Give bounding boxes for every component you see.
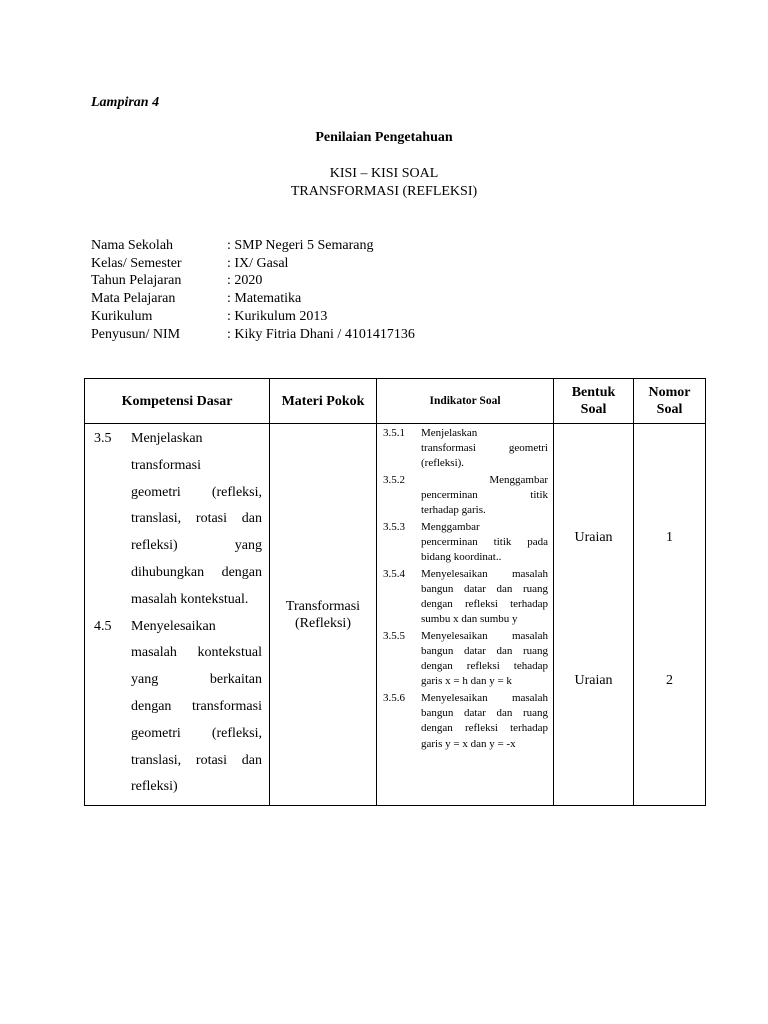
indicator-line: terhadap garis. xyxy=(421,504,486,517)
kd-line: dihubungkan dengan xyxy=(131,564,262,580)
indikator-soal-cell xyxy=(377,424,554,806)
header-nomor-line2: Soal xyxy=(656,402,683,417)
indicator-line: bangun datar dan ruang xyxy=(421,582,548,595)
header-kompetensi-dasar: Kompetensi Dasar xyxy=(85,379,270,424)
indicator-number: 3.5.4 xyxy=(383,567,405,580)
appendix-label: Lampiran 4 xyxy=(91,95,160,110)
indicator-item xyxy=(383,426,548,472)
indicator-text xyxy=(421,473,548,519)
kd-line: translasi, rotasi dan xyxy=(131,511,262,527)
header-bentuk-soal xyxy=(554,379,634,424)
kd-line: Menjelaskan xyxy=(131,431,203,446)
kd-item-3-5 xyxy=(94,426,262,614)
header-nomor-soal xyxy=(634,379,706,424)
header-bentuk-line1: Bentuk xyxy=(571,385,616,400)
kd-number: 3.5 xyxy=(94,431,112,446)
header-nomor-line1: Nomor xyxy=(648,385,691,400)
indicator-text xyxy=(421,426,548,472)
table-header-row xyxy=(85,379,706,424)
info-label: Kelas/ Semester xyxy=(91,255,182,271)
materi-line2: (Refleksi) xyxy=(295,615,351,631)
indicator-text xyxy=(421,691,548,752)
info-row-year xyxy=(91,272,415,290)
indicator-line: bangun datar dan ruang xyxy=(421,707,548,720)
info-label: Mata Pelajaran xyxy=(91,291,176,307)
kisi-kisi-table xyxy=(84,378,706,806)
indicator-number: 3.5.5 xyxy=(383,629,405,642)
indicator-number: 3.5.3 xyxy=(383,520,405,533)
kd-line: masalah kontekstual. xyxy=(131,591,249,607)
kd-line: transformasi xyxy=(131,457,201,473)
header-bentuk-line2: Soal xyxy=(580,402,607,417)
indicator-text xyxy=(421,567,548,628)
indicator-line: garis x = h dan y = k xyxy=(421,675,512,688)
info-value: : IX/ Gasal xyxy=(227,255,289,271)
indicator-line: dengan refleksi terhadap xyxy=(421,598,548,611)
document-topic: TRANSFORMASI (REFLEKSI) xyxy=(290,184,478,199)
indicator-text xyxy=(421,520,548,566)
indicator-item xyxy=(383,473,548,519)
kd-line: refleksi) yang xyxy=(131,538,262,554)
materi-pokok-cell xyxy=(270,424,377,806)
nomor-soal-cell xyxy=(634,424,706,806)
header-indikator-soal: Indikator Soal xyxy=(377,379,554,424)
indicator-line: transformasi geometri xyxy=(421,442,548,455)
indicator-line: bangun datar dan ruang xyxy=(421,645,548,658)
indicator-line: Menggambar xyxy=(421,520,480,533)
indicator-line: (refleksi). xyxy=(421,457,465,470)
kd-line: geometri (refleksi, xyxy=(131,725,262,741)
kd-line: yang berkaitan xyxy=(131,672,262,688)
info-label: Nama Sekolah xyxy=(91,238,174,253)
indicator-number: 3.5.1 xyxy=(383,427,405,439)
kd-text xyxy=(131,614,262,802)
info-row-curriculum xyxy=(91,308,415,326)
indicator-line: garis y = x dan y = -x xyxy=(421,737,516,750)
kd-line: geometri (refleksi, xyxy=(131,484,262,500)
kompetensi-dasar-cell xyxy=(85,424,270,806)
nomor-soal-value: 1 xyxy=(666,530,673,545)
indicator-item xyxy=(383,691,548,752)
indicator-line: Menggambar xyxy=(489,473,548,486)
indicator-text xyxy=(421,629,548,690)
kd-line: translasi, rotasi dan xyxy=(131,752,262,768)
info-label: Tahun Pelajaran xyxy=(91,273,182,289)
kd-line: dengan transformasi xyxy=(131,698,262,714)
indicator-line: bidang koordinat.. xyxy=(421,551,502,564)
indicator-line: Menyelesaikan masalah xyxy=(421,629,548,642)
info-row-class xyxy=(91,255,415,273)
document-heading: Penilaian Pengetahuan xyxy=(315,130,453,145)
indicator-number: 3.5.6 xyxy=(383,691,405,704)
kd-number: 4.5 xyxy=(94,618,112,634)
identity-block xyxy=(91,237,415,343)
indicator-item xyxy=(383,629,548,690)
kd-line: masalah kontekstual xyxy=(131,645,262,661)
indicator-line: Menyelesaikan masalah xyxy=(421,567,548,580)
kd-line: Menyelesaikan xyxy=(131,618,216,634)
indicator-item xyxy=(383,567,548,628)
kd-item-4-5 xyxy=(94,614,262,802)
indicator-line: pencerminan titik xyxy=(421,489,548,502)
indicator-item xyxy=(383,520,548,566)
indicator-line: Menyelesaikan masalah xyxy=(421,691,548,704)
bentuk-soal-cell xyxy=(554,424,634,806)
bentuk-soal-value: Uraian xyxy=(574,673,613,688)
kd-text xyxy=(131,426,262,614)
info-row-school xyxy=(91,237,415,255)
indicator-line: Menjelaskan xyxy=(421,427,478,439)
info-label: Penyusun/ NIM xyxy=(91,326,181,342)
info-label: Kurikulum xyxy=(91,308,153,324)
bentuk-soal-value: Uraian xyxy=(574,530,613,545)
indicator-number: 3.5.2 xyxy=(383,473,405,486)
info-row-author xyxy=(91,326,415,344)
nomor-soal-value: 2 xyxy=(666,673,673,688)
materi-line1: Transformasi xyxy=(285,598,361,614)
indicator-line: dengan refleksi terhadap xyxy=(421,722,548,735)
header-materi-pokok: Materi Pokok xyxy=(270,379,377,424)
info-value: : Kiky Fitria Dhani / 4101417136 xyxy=(227,326,415,342)
indicator-line: dengan refleksi tehadap xyxy=(421,660,548,673)
info-row-subject xyxy=(91,290,415,308)
document-subtitle: KISI – KISI SOAL xyxy=(329,166,439,181)
info-value: : Matematika xyxy=(227,291,302,307)
indicator-line: sumbu x dan sumbu y xyxy=(421,613,518,626)
kd-line: refleksi) xyxy=(131,779,178,795)
indicator-line: pencerminan titik pada xyxy=(421,536,548,549)
info-value: : 2020 xyxy=(227,273,263,289)
info-value: : SMP Negeri 5 Semarang xyxy=(227,238,374,253)
info-value: : Kurikulum 2013 xyxy=(227,308,328,324)
table-row xyxy=(85,424,706,806)
